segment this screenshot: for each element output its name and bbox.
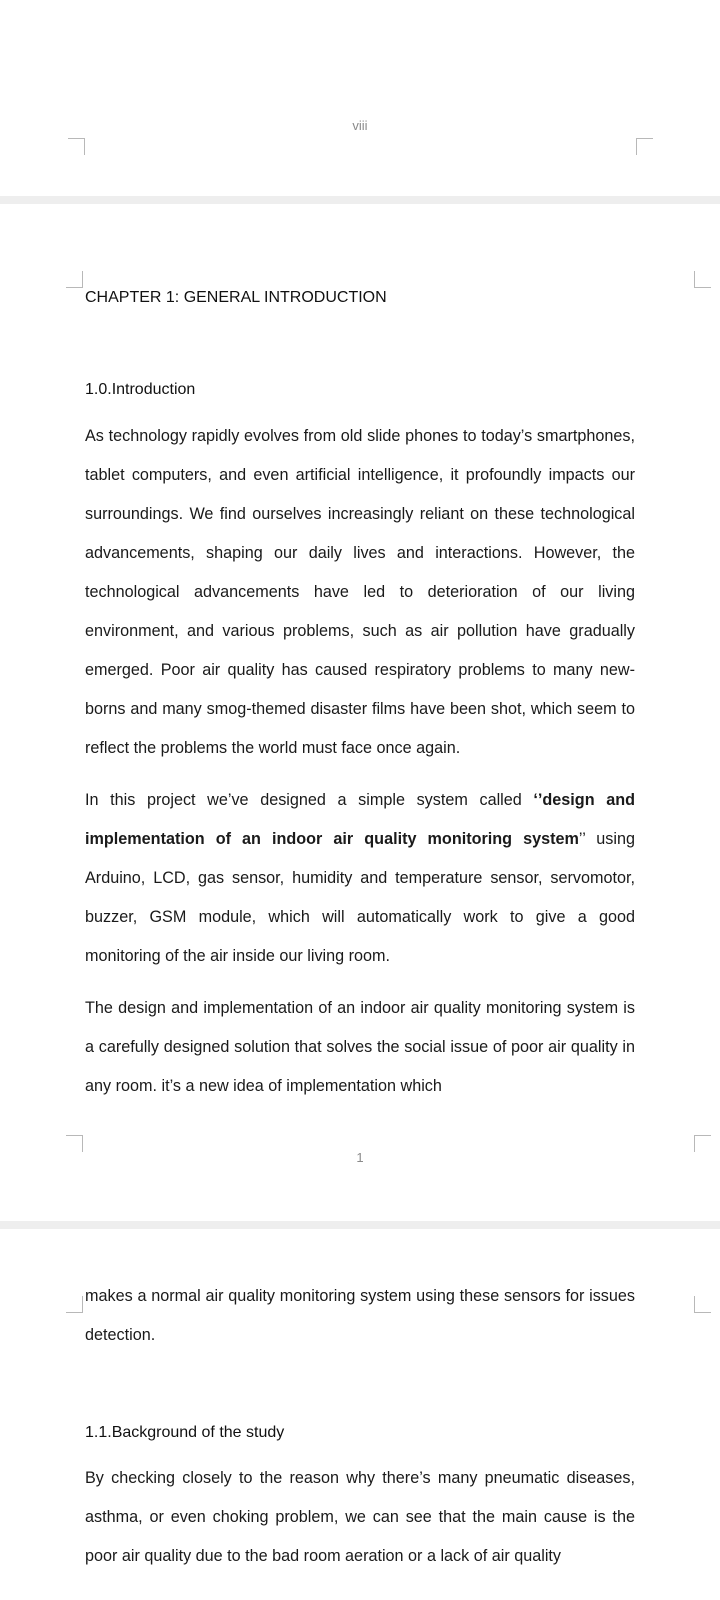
margin-corner-mark [68,138,85,155]
paragraph: makes a normal air quality monitoring system using these sensors for issues detection. [85,1287,635,1344]
chapter-title: CHAPTER 1: GENERAL INTRODUCTION [85,289,387,306]
body-text [85,1459,635,1576]
page-1 [0,204,720,1221]
project-title-bold: ‘’design and implementation of an indoor air quality monitoring system [85,791,635,848]
page-separator [0,196,720,204]
margin-corner-mark [66,271,83,288]
margin-corner-mark [636,138,653,155]
page-number: 1 [356,1150,364,1165]
section-heading: 1.1.Background of the study [85,1424,285,1441]
paragraph: The design and implementation of an indoor air quality monitoring system is a carefully designed solution that solves the social issue of poor air quality in any room. it’s a new idea of implementation which [85,999,635,1095]
paragraph: By checking closely to the reason why there’s many pneumatic diseases, asthma, or even choking problem, we can see that the main cause is the poor air quality due to the bad room aeration or a lack of air quality [85,1469,635,1565]
paragraph-text: ’’ using Arduino, LCD, gas sensor, humidity and temperature sensor, servomotor, buzzer, GSM module, which will automatically work to give a good monitoring of the air inside our living room. [85,830,635,965]
previous-page [0,0,720,196]
page-separator [0,1221,720,1229]
paragraph: As technology rapidly evolves from old slide phones to today’s smartphones, tablet computers, and even artificial intelligence, it profoundly impacts our surroundings. We find ourselves increasingly reliant on these technological advancements, shaping our daily lives and interactions. However, the technological advancements have led to deterioration of our living environment, and various problems, such as air pollution have gradually emerged. Poor air quality has caused respiratory problems to many new-borns and many smog-themed disaster films have been shot, which seem to reflect the problems the world must face once again. [85,427,635,757]
paragraph [85,781,635,976]
body-text [85,1277,635,1355]
page-2 [0,1229,720,1600]
body-text [85,417,635,1106]
section-heading: 1.0.Introduction [85,381,196,398]
margin-corner-mark [66,1296,83,1313]
paragraph-text: In this project we’ve designed a simple system called [85,791,534,809]
margin-corner-mark [694,271,711,288]
page-number: viii [352,118,368,133]
margin-corner-mark [694,1296,711,1313]
